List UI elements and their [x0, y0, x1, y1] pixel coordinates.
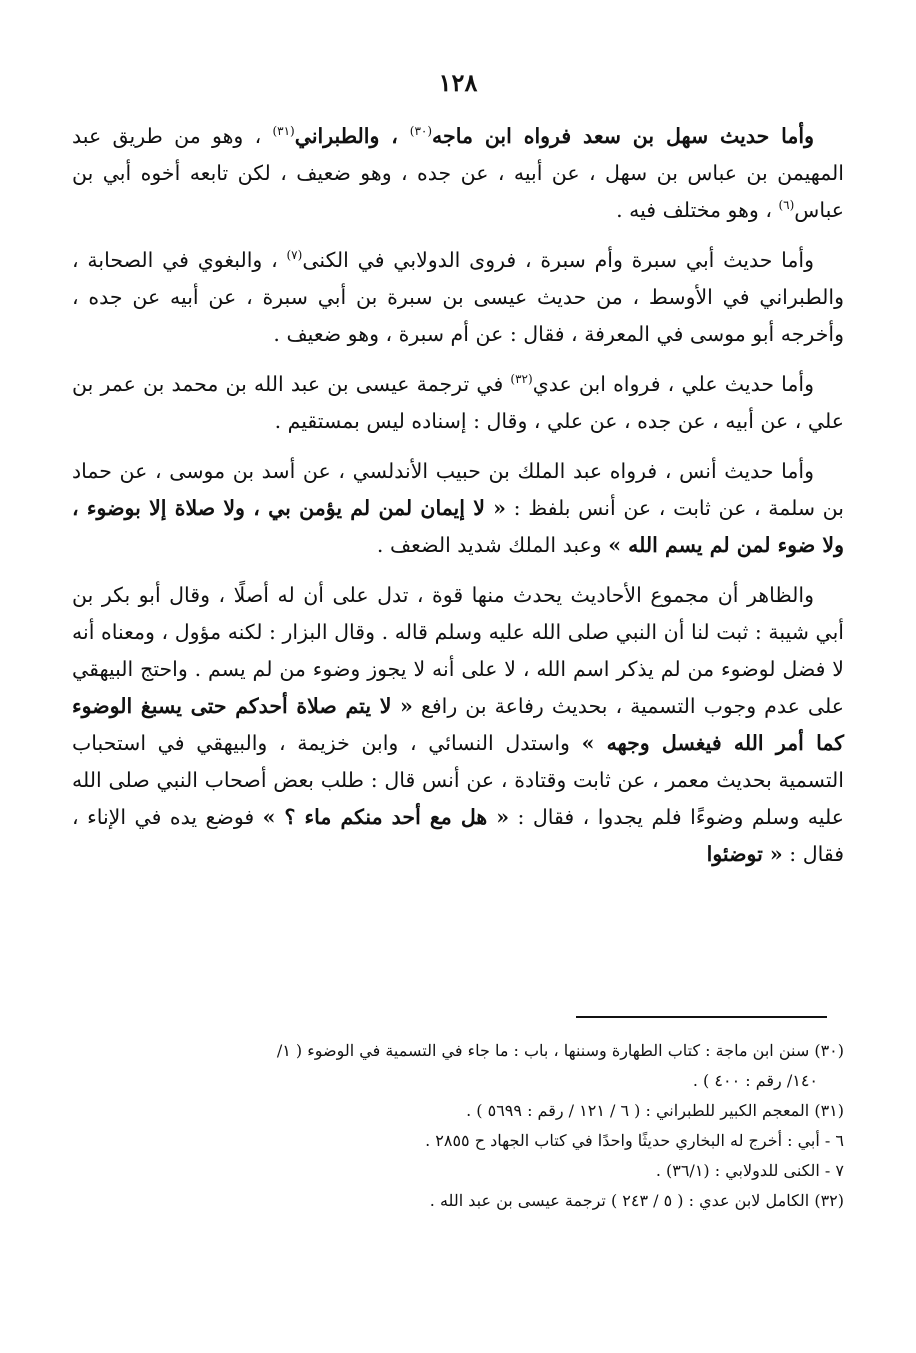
- footnote-line: (٣٠) سنن ابن ماجة : كتاب الطهارة وسننها ، باب : ما جاء في التسمية في الوضوء ( ١/: [276, 1041, 844, 1060]
- emphasized-text: « لا يتم صلاة أحدكم حتى يسبغ الوضوء كما أمر الله فيغسل وجهه »: [72, 694, 844, 755]
- footnote-line: (٣٢) الكامل لابن عدي : ( ٥ / ٢٤٣ ) ترجمة عيسى بن عبد الله .: [429, 1191, 844, 1210]
- page-number: ١٢٨: [438, 68, 478, 97]
- footnote-reference: (٦): [778, 198, 795, 213]
- text-span: واستدل النسائي ، وابن خزيمة ، والبيهقي في استحباب التسمية بحديث معمر ، عن ثابت وقتادة ، عن أنس قال : طلب بعض أصحاب النبي صلى الله عليه وسلم وضوءًا فلم يجدوا ، فقال :: [72, 731, 844, 829]
- paragraph: [72, 118, 844, 229]
- text-span: ، وهو مختلف فيه .: [616, 198, 779, 222]
- text-span: في ترجمة عيسى بن عبد الله بن محمد بن عمر بن علي ، عن أبيه ، عن جده ، عن علي ، وقال : إسناده ليس بمستقيم .: [72, 372, 844, 433]
- text-span: فوضع يده في الإناء ، فقال :: [72, 805, 844, 866]
- emphasized-text: « هل مع أحد منكم ماء ؟ »: [262, 805, 510, 829]
- paragraph: [72, 242, 844, 353]
- footnote: [72, 1096, 844, 1126]
- footnote: [72, 1036, 844, 1096]
- footnotes: [72, 1036, 844, 1216]
- footnote-reference: (٧): [286, 248, 303, 263]
- footnote-line-continued: ١٤٠/ رقم : ٤٠٠ ) .: [692, 1071, 818, 1090]
- emphasized-text: « لا إيمان لمن لم يؤمن بي ، ولا صلاة إلا بوضوء ، ولا ضوء لمن لم يسم الله »: [72, 496, 844, 557]
- footnote: [72, 1126, 844, 1156]
- footnote-reference: (٣٠): [409, 124, 433, 139]
- footnote-reference: (٣٢): [510, 372, 533, 387]
- emphasized-text: وأما حديث سهل بن سعد فرواه ابن ماجه: [432, 124, 814, 148]
- paragraph: [72, 453, 844, 564]
- text-span: والظاهر أن مجموع الأحاديث يحدث منها قوة ، تدل على أن له أصلًا ، وقال أبو بكر بن أبي شيبة : ثبت لنا أن النبي صلى الله عليه وسلم قاله . وقال البزار : لكنه مؤول ، ومعناه أنه لا فضل لوضوء من لم يذكر اسم الله ، لا على أنه لا يجوز وضوء من لم يسم . واحتج البيهقي على عدم وجوب التسمية ، بحديث رفاعة بن رافع: [72, 583, 844, 718]
- footnote-separator: [576, 1016, 827, 1018]
- emphasized-text: « توضئوا: [706, 842, 783, 866]
- footnote-reference: (٣١): [272, 124, 295, 139]
- footnote-line: (٣١) المعجم الكبير للطبراني : ( ٦ / ١٢١ / رقم : ٥٦٩٩ ) .: [466, 1101, 844, 1120]
- text-span: وعبد الملك شديد الضعف .: [376, 533, 609, 557]
- text-span: ، وهو من طريق عبد المهيمن بن عباس بن سهل ، عن أبيه ، عن جده ، وهو ضعيف ، لكن تابعه أخوه أبي بن عباس: [72, 124, 844, 222]
- text-span: ، والبغوي في الصحابة ، والطبراني في الأوسط ، من حديث عيسى بن سبرة بن أبي سبرة ، عن أبيه عن جده ، وأخرجه أبو موسى في المعرفة ، فقال : عن أم سبرة ، وهو ضعيف .: [72, 248, 844, 346]
- footnote-line: ٦ - أبي : أخرج له البخاري حديثًا واحدًا في كتاب الجهاد ح ٢٨٥٥ .: [425, 1131, 844, 1150]
- text-span: وأما حديث علي ، فرواه ابن عدي: [532, 372, 814, 396]
- paragraph: [72, 577, 844, 873]
- emphasized-text: ، والطبراني: [294, 124, 410, 148]
- main-text: [72, 118, 844, 886]
- footnote-line: ٧ - الكنى للدولابي : (٣٦/١) .: [655, 1161, 844, 1180]
- footnote: [72, 1186, 844, 1216]
- text-span: وأما حديث أبي سبرة وأم سبرة ، فروى الدولابي في الكنى: [302, 248, 814, 272]
- paragraph: [72, 366, 844, 440]
- text-span: وأما حديث أنس ، فرواه عبد الملك بن حبيب الأندلسي ، عن أسد بن موسى ، عن حماد بن سلمة ، عن ثابت ، عن أنس بلفظ :: [72, 459, 844, 520]
- footnote: [72, 1156, 844, 1186]
